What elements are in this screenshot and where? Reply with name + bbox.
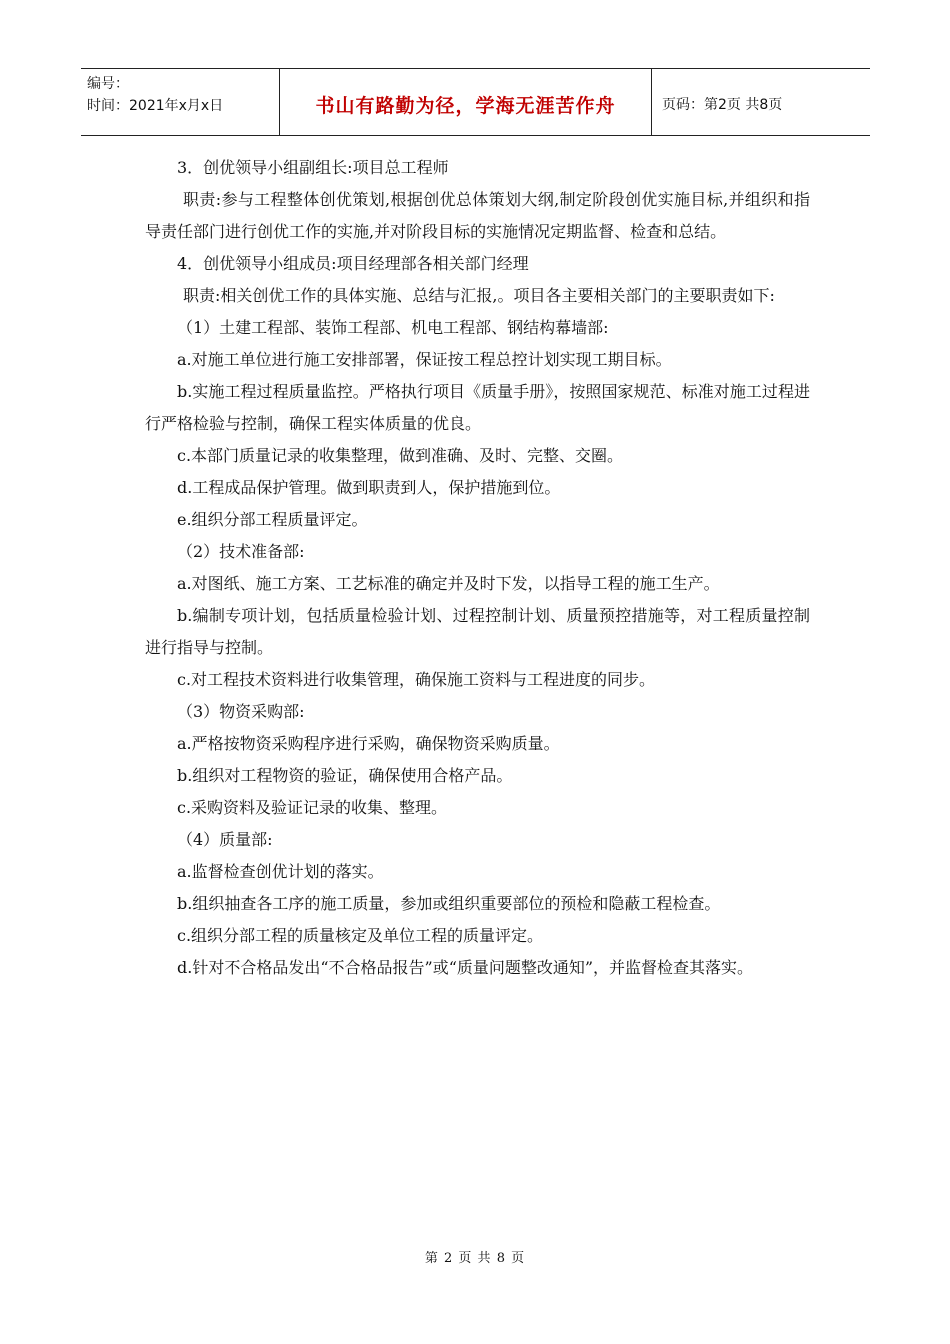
body-paragraph: 4．创优领导小组成员:项目经理部各相关部门经理 <box>177 254 529 273</box>
body-paragraph: c.对工程技术资料进行收集管理，确保施工资料与工程进度的同步。 <box>177 670 656 689</box>
body-paragraph: a.监督检查创优计划的落实。 <box>177 862 384 881</box>
page-footer: 第 2 页 共 8 页 <box>424 1251 526 1266</box>
header-motto-cell <box>280 69 652 135</box>
body-paragraph: （4）质量部: <box>177 830 273 849</box>
body-paragraph: b.组织对工程物资的验证，确保使用合格产品。 <box>177 766 513 785</box>
body-paragraph: c.组织分部工程的质量核定及单位工程的质量评定。 <box>177 926 544 945</box>
header-motto: 书山有路勤为径，学海无涯苦作舟 <box>315 94 616 117</box>
document-header <box>81 68 870 136</box>
body-paragraph: 职责:相关创优工作的具体实施、总结与汇报,。项目各主要相关部门的主要职责如下: <box>183 286 775 305</box>
document-number-label: 编号： <box>87 76 129 92</box>
body-paragraph: b.编制专项计划，包括质量检验计划、过程控制计划、质量预控措施等，对工程质量控制进行指导与控制。 <box>145 606 810 657</box>
body-paragraph: 3．创优领导小组副组长:项目总工程师 <box>177 158 449 177</box>
body-paragraph: e.组织分部工程质量评定。 <box>177 510 368 529</box>
body-paragraph: b.实施工程过程质量监控。严格执行项目《质量手册》，按照国家规范、标准对施工过程进行严格检验与控制，确保工程实体质量的优良。 <box>145 382 810 433</box>
document-body <box>145 152 810 984</box>
header-meta-cell <box>81 69 280 135</box>
body-paragraph: （3）物资采购部: <box>177 702 305 721</box>
header-page-cell <box>652 69 870 135</box>
body-paragraph: c.本部门质量记录的收集整理，做到准确、及时、完整、交圈。 <box>177 446 624 465</box>
body-paragraph: a.对图纸、施工方案、工艺标准的确定并及时下发，以指导工程的施工生产。 <box>177 574 720 593</box>
body-paragraph: （1）土建工程部、装饰工程部、机电工程部、钢结构幕墙部: <box>177 318 609 337</box>
body-paragraph: d.工程成品保护管理。做到职责到人，保护措施到位。 <box>177 478 561 497</box>
document-time-label: 时间：2021年x月x日 <box>87 98 224 114</box>
body-paragraph: a.对施工单位进行施工安排部署，保证按工程总控计划实现工期目标。 <box>177 350 672 369</box>
body-paragraph: 职责:参与工程整体创优策划,根据创优总体策划大纲,制定阶段创优实施目标,并组织和指导责任部门进行创优工作的实施,并对阶段目标的实施情况定期监督、检查和总结。 <box>145 190 810 241</box>
body-paragraph: d.针对不合格品发出“不合格品报告”或“质量问题整改通知”，并监督检查其落实。 <box>177 958 754 977</box>
header-page-info: 页码：第2页 共8页 <box>662 97 783 113</box>
body-paragraph: （2）技术准备部: <box>177 542 305 561</box>
body-paragraph: b.组织抽查各工序的施工质量，参加或组织重要部位的预检和隐蔽工程检查。 <box>177 894 721 913</box>
body-paragraph: a.严格按物资采购程序进行采购，确保物资采购质量。 <box>177 734 560 753</box>
body-paragraph: c.采购资料及验证记录的收集、整理。 <box>177 798 448 817</box>
